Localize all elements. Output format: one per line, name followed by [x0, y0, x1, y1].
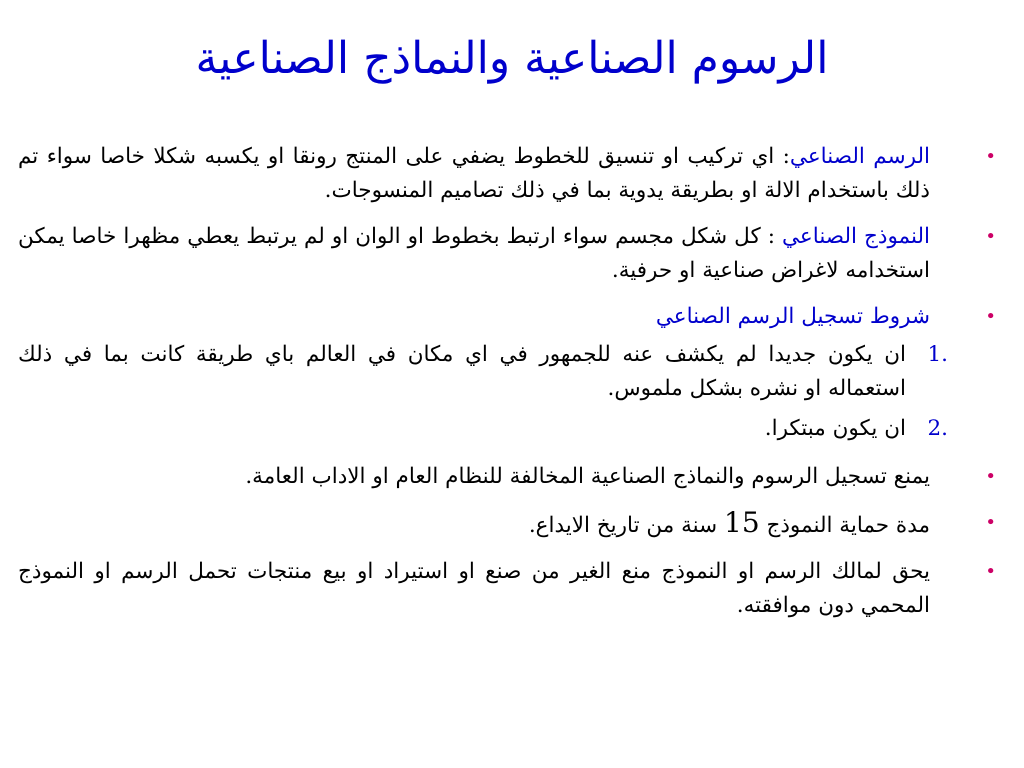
condition-item-1: [18, 338, 996, 406]
bullet-dot-icon: •: [985, 466, 996, 487]
protection-text-after: سنة من تاريخ الايداع.: [528, 513, 724, 538]
condition-text: ان يكون مبتكرا.: [764, 416, 906, 441]
prohibition-text: يمنع تسجيل الرسوم والنماذج الصناعية المخالفة للنظام العام او الاداب العامة.: [245, 464, 930, 489]
protection-text-before: مدة حماية النموذج: [759, 513, 930, 538]
owner-rights-text: يحق لمالك الرسم او النموذج منع الغير من صنع او استيراد او بيع منتجات تحمل الرسم او النموذج المحمي دون موافقته.: [18, 559, 930, 618]
definition-industrial-model: : كل شكل مجسم سواء ارتبط بخطوط او الوان او لم يرتبط يعطي مظهرا خاصا يمكن استخدامه لاغراض صناعية او حرفية.: [18, 224, 930, 283]
bullet-dot-icon: •: [985, 306, 996, 327]
definition-industrial-drawing: : اي تركيب او تنسيق للخطوط يضفي على المنتج رونقا او يكسبه شكلا خاصا سواء تم ذلك باستخدام الالة او بطريقة يدوية بما في ذلك تصاميم المنسوجات.: [18, 144, 930, 203]
bullet-dot-icon: •: [985, 226, 996, 247]
bullet-dot-icon: •: [985, 512, 996, 533]
bullet-registration-conditions: [18, 300, 996, 334]
term-registration-conditions: شروط تسجيل الرسم الصناعي: [655, 304, 930, 329]
bullet-protection-period: [18, 506, 996, 543]
bullet-owner-rights: [18, 555, 996, 623]
bullet-industrial-model: [18, 220, 996, 288]
bullet-industrial-drawing: [18, 140, 996, 208]
bullet-dot-icon: •: [985, 561, 996, 582]
bullet-prohibition: [18, 460, 996, 494]
condition-number: 1.: [927, 342, 948, 367]
slide-content: [18, 140, 996, 635]
bullet-dot-icon: •: [985, 146, 996, 167]
condition-text: ان يكون جديدا لم يكشف عنه للجمهور في اي مكان في العالم باي طريقة كانت بما في ذلك استعماله او نشره بشكل ملموس.: [18, 342, 906, 401]
term-industrial-model: النموذج الصناعي: [782, 224, 931, 249]
term-industrial-drawing: الرسم الصناعي: [789, 144, 930, 169]
condition-number: 2.: [927, 416, 948, 441]
protection-years: 15: [724, 506, 760, 539]
slide-title: الرسوم الصناعية والنماذج الصناعية: [195, 33, 829, 84]
condition-item-2: [18, 412, 996, 446]
